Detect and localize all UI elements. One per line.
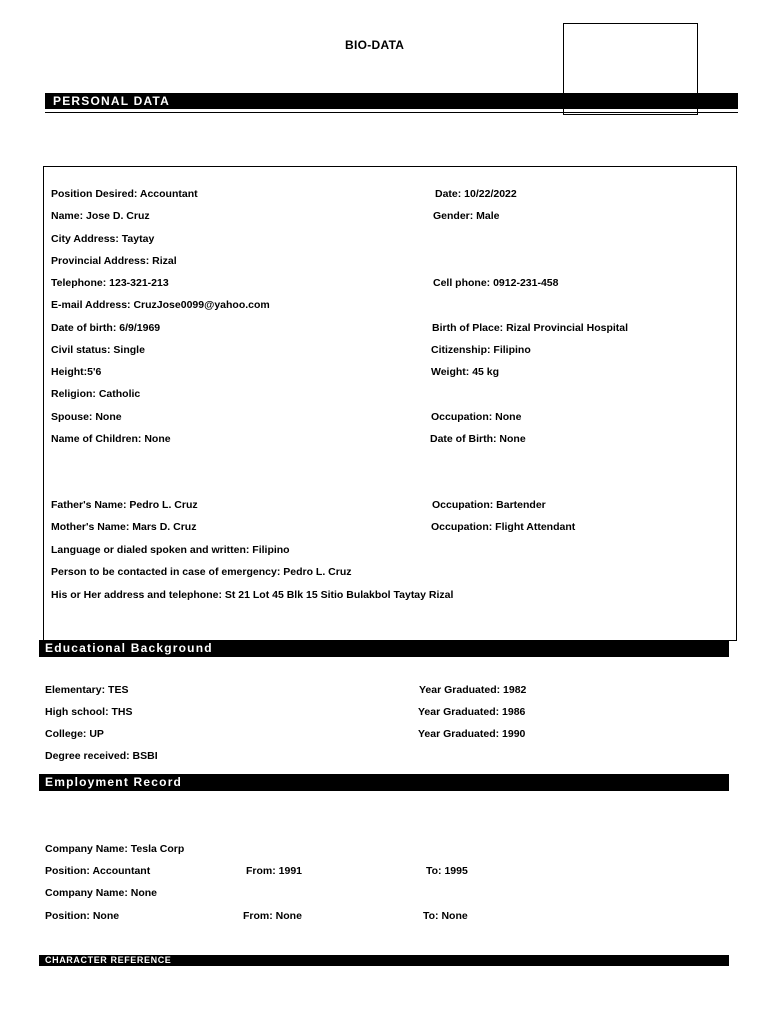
position-field: Position: None <box>45 910 120 922</box>
father-occupation-field: Occupation: Bartender <box>432 499 546 511</box>
emergency-address-field: His or Her address and telephone: St 21 Lot 45 Blk 15 Sitio Bulakbol Taytay Rizal <box>51 589 454 601</box>
high-school-field: High school: THS <box>45 706 133 718</box>
section-header-label: Employment Record <box>45 775 183 789</box>
to-field: To: 1995 <box>426 865 468 877</box>
weight-field: Weight: 45 kg <box>431 366 500 378</box>
position-field: Position: Accountant <box>45 865 151 877</box>
city-address-field: City Address: Taytay <box>51 233 155 245</box>
spouse-field: Spouse: None <box>51 411 122 423</box>
children-field: Name of Children: None <box>51 433 171 445</box>
section-header-label: Educational Background <box>45 641 213 655</box>
high-school-year-field: Year Graduated: 1986 <box>418 706 526 718</box>
to-field: To: None <box>423 910 468 922</box>
gender-field: Gender: Male <box>433 210 500 222</box>
height-field: Height:5'6 <box>51 366 102 378</box>
elementary-field: Elementary: TES <box>45 684 129 696</box>
citizenship-field: Citizenship: Filipino <box>431 344 531 356</box>
company-name-field: Company Name: None <box>45 887 158 899</box>
from-field: From: None <box>243 910 302 922</box>
father-name-field: Father's Name: Pedro L. Cruz <box>51 499 198 511</box>
section-header-character-reference <box>39 955 729 966</box>
telephone-field: Telephone: 123-321-213 <box>51 277 169 289</box>
degree-field: Degree received: BSBI <box>45 750 158 762</box>
section-header-label: PERSONAL DATA <box>53 94 170 108</box>
spouse-occupation-field: Occupation: None <box>431 411 522 423</box>
religion-field: Religion: Catholic <box>51 388 141 400</box>
birth-place-field: Birth of Place: Rizal Provincial Hospital <box>432 322 629 334</box>
section-header-personal-data <box>45 93 738 109</box>
name-field: Name: Jose D. Cruz <box>51 210 150 222</box>
from-field: From: 1991 <box>246 865 303 877</box>
date-of-birth-field: Date of birth: 6/9/1969 <box>51 322 161 334</box>
email-field: E-mail Address: CruzJose0099@yahoo.com <box>51 299 270 311</box>
provincial-address-field: Provincial Address: Rizal <box>51 255 177 267</box>
company-name-field: Company Name: Tesla Corp <box>45 843 185 855</box>
date-field: Date: 10/22/2022 <box>435 188 517 200</box>
mother-name-field: Mother's Name: Mars D. Cruz <box>51 521 197 533</box>
elementary-year-field: Year Graduated: 1982 <box>419 684 527 696</box>
position-desired-field: Position Desired: Accountant <box>51 188 198 200</box>
emergency-contact-field: Person to be contacted in case of emergency: Pedro L. Cruz <box>51 566 352 578</box>
mother-occupation-field: Occupation: Flight Attendant <box>431 521 576 533</box>
section-header-label: CHARACTER REFERENCE <box>45 955 172 965</box>
divider <box>45 112 738 113</box>
college-field: College: UP <box>45 728 104 740</box>
children-dob-field: Date of Birth: None <box>430 433 526 445</box>
page-title: BIO-DATA <box>345 38 405 52</box>
language-field: Language or dialed spoken and written: Filipino <box>51 544 290 556</box>
civil-status-field: Civil status: Single <box>51 344 145 356</box>
section-header-education <box>39 640 729 657</box>
college-year-field: Year Graduated: 1990 <box>418 728 526 740</box>
section-header-employment <box>39 774 729 791</box>
cell-phone-field: Cell phone: 0912-231-458 <box>433 277 559 289</box>
